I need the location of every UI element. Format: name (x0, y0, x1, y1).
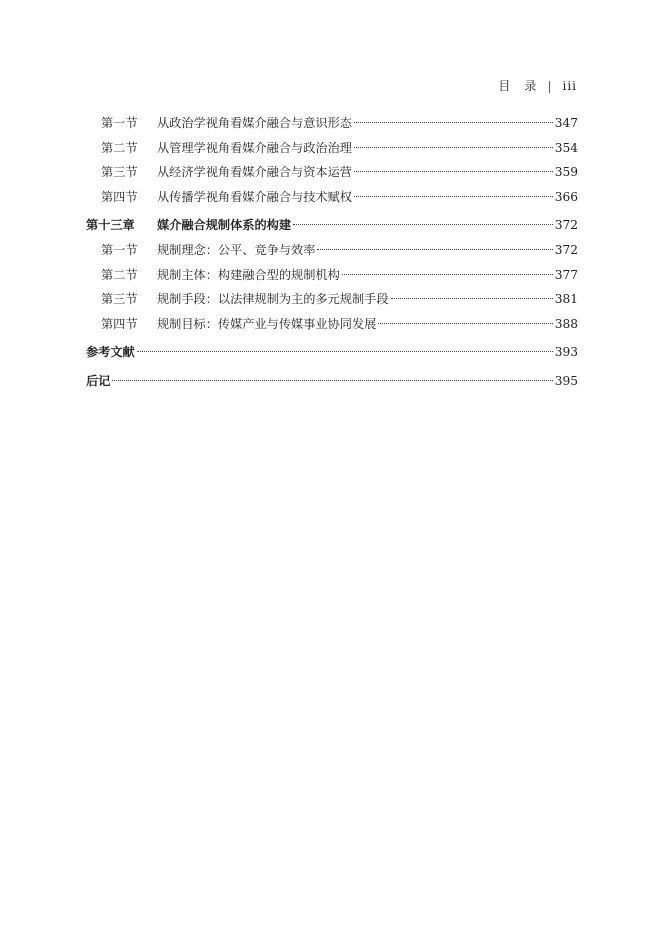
dot-leader (391, 298, 553, 299)
section-page: 366 (554, 189, 578, 204)
afterword-title: 后记 (86, 373, 111, 388)
section-number: 第四节 (101, 316, 138, 331)
dot-leader (354, 147, 553, 148)
chapter-number: 第十三章 (86, 218, 135, 233)
dot-leader (354, 196, 553, 197)
running-head (498, 77, 577, 94)
section-title: 从传播学视角看媒介融合与技术赋权 (157, 189, 352, 204)
section-number: 第二节 (101, 140, 138, 155)
chapter-title: 媒介融合规制体系的构建 (157, 218, 292, 233)
section-title: 规制理念：公平、竞争与效率 (157, 242, 316, 257)
dot-leader (112, 380, 552, 381)
toc-entry-section (86, 263, 578, 288)
toc-entry-chapter (86, 213, 578, 238)
references-title: 参考文献 (86, 345, 135, 360)
section-number: 第四节 (101, 189, 138, 204)
section-number: 第三节 (101, 165, 138, 180)
page-number: iii (562, 78, 577, 93)
section-number: 第一节 (101, 116, 138, 130)
section-title: 从经济学视角看媒介融合与资本运营 (157, 165, 352, 180)
toc-entry-section (86, 111, 578, 136)
chapter-page: 372 (554, 218, 578, 233)
section-number: 第三节 (101, 292, 138, 307)
table-of-contents (86, 111, 578, 394)
toc-entry-section (86, 160, 578, 185)
section-title: 从政治学视角看媒介融合与意识形态 (157, 116, 352, 130)
section-page: 372 (554, 242, 578, 257)
toc-entry-section (86, 136, 578, 161)
toc-entry-section (86, 238, 578, 263)
toc-entry-section (86, 185, 578, 210)
dot-leader (293, 224, 553, 225)
dot-leader (378, 323, 552, 324)
section-title: 规制目标：传媒产业与传媒事业协同发展 (157, 316, 377, 331)
section-page: 359 (554, 165, 578, 180)
section-page: 347 (554, 116, 578, 130)
running-head-separator: | (547, 78, 553, 93)
section-title: 规制手段：以法律规制为主的多元规制手段 (157, 292, 389, 307)
section-page: 354 (554, 140, 578, 155)
dot-leader (354, 171, 553, 172)
toc-entry-section (86, 287, 578, 312)
section-page: 381 (554, 292, 578, 307)
toc-entry-afterword (86, 369, 578, 394)
section-title: 规制主体：构建融合型的规制机构 (157, 267, 340, 282)
toc-entry-references (86, 340, 578, 365)
dot-leader (342, 274, 553, 275)
section-title: 从管理学视角看媒介融合与政治治理 (157, 140, 352, 155)
references-page: 393 (554, 345, 578, 360)
dot-leader (354, 122, 553, 123)
section-page: 377 (554, 267, 578, 282)
toc-entry-section (86, 312, 578, 337)
section-number: 第二节 (101, 267, 138, 282)
afterword-page: 395 (554, 373, 578, 388)
running-head-title: 目 录 (498, 79, 538, 93)
section-page: 388 (554, 316, 578, 331)
dot-leader (137, 351, 553, 352)
dot-leader (317, 249, 552, 250)
section-number: 第一节 (101, 242, 138, 257)
